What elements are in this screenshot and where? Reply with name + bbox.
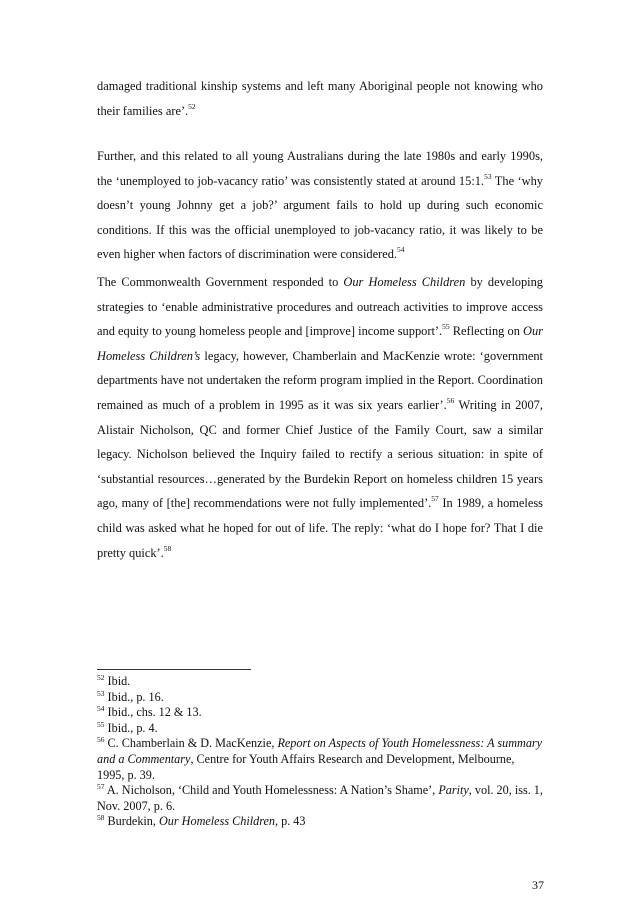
text-run: Ibid., p. 4. xyxy=(104,720,158,735)
footnote-reference: 56 xyxy=(446,395,455,405)
footnote-reference: 52 xyxy=(188,101,196,111)
footnote-number: 58 xyxy=(97,813,105,823)
body-paragraph xyxy=(97,270,543,565)
text-run: C. Chamberlain & D. MacKenzie, xyxy=(104,736,278,751)
text-run: , Centre for Youth Affairs Research and Development, Melbourne, 1995, p. 39. xyxy=(97,751,515,782)
text-run: damaged traditional kinship systems and left many Aboriginal people not knowing who their families are’. xyxy=(97,79,543,118)
text-run: Ibid., chs. 12 & 13. xyxy=(104,705,202,720)
footnote-number: 55 xyxy=(97,719,105,729)
italic-title: Report on Aspects of Youth Homelessness: A summary and a Commentary xyxy=(97,736,543,766)
text-run: Reflecting on xyxy=(449,324,524,339)
text-run: , vol. 20, iss. 1, Nov. 2007, p. 6. xyxy=(97,783,543,813)
text-run: Burdekin, xyxy=(104,814,159,829)
footnote xyxy=(97,674,543,690)
footnote-reference: 57 xyxy=(431,494,439,504)
footnote-number: 57 xyxy=(97,782,105,792)
footnote xyxy=(97,690,543,706)
footnote-number: 54 xyxy=(97,704,105,714)
text-run: by developing strategies to ‘enable administrative procedures and outreach activities to improve access and equity to young homeless people and [improve] income support’. xyxy=(97,275,543,339)
footnote xyxy=(97,814,543,830)
footnote-number: 52 xyxy=(97,673,105,682)
page-number: 37 xyxy=(532,878,544,892)
text-run: Ibid., p. 16. xyxy=(104,689,164,704)
body-paragraph xyxy=(97,74,543,123)
italic-title: Our Homeless Children xyxy=(159,814,276,829)
text-run: Further, and this related to all young Australians during the late 1980s and early 1990s, the ‘unemployed to job-vacancy ratio’ was consistently stated at around 15:1. xyxy=(97,149,543,188)
footnote-separator xyxy=(97,669,251,670)
footnote-reference: 53 xyxy=(484,171,492,181)
text-run: Writing in 2007, Alistair Nicholson, QC and former Chief Justice of the Family Court, saw a similar legacy. Nicholson believed the Inquiry failed to rectify a serious situation: in spite of ‘substantial resources…generated by the Burdekin Report on homeless children 15 years ago, many of [the] recommendations were not fully implemented’. xyxy=(97,397,543,511)
text-run: legacy, however, Chamberlain and MacKenzie wrote: ‘government departments have not undertaken the reform program implied in the Report. Coordination remained as much of a problem in 1995 as it was six years earlier’. xyxy=(97,348,543,412)
text-run: Ibid. xyxy=(104,674,131,688)
footnote xyxy=(97,705,543,721)
footnotes xyxy=(97,674,543,830)
text-run: The ‘why doesn’t young Johnny get a job?’ argument fails to hold up during such economic conditions. If this was the official unemployed to job-vacancy ratio, it was likely to be even higher when factors of discrimination were considered. xyxy=(97,173,543,262)
italic-title: Parity xyxy=(438,783,469,798)
footnote xyxy=(97,721,543,737)
footnote-reference: 58 xyxy=(163,543,172,553)
footnote xyxy=(97,736,543,783)
italic-title: Our Homeless Children’s xyxy=(97,324,543,363)
footnote-reference: 55 xyxy=(442,322,450,332)
footnote-number: 56 xyxy=(97,735,105,745)
text-run: In 1989, a homeless child was asked what he hoped for out of life. The reply: ‘what do I hope for? That I die pretty quick’. xyxy=(97,496,543,560)
body-paragraph xyxy=(97,144,543,267)
footnote xyxy=(97,783,543,814)
footnote-number: 53 xyxy=(97,688,105,698)
text-run: A. Nicholson, ‘Child and Youth Homelessness: A Nation’s Shame’, xyxy=(104,783,439,798)
text-run: The Commonwealth Government responded to xyxy=(97,275,344,289)
footnote-reference: 54 xyxy=(397,245,405,255)
text-run: , p. 43 xyxy=(275,814,306,829)
italic-title: Our Homeless Children xyxy=(343,275,466,289)
